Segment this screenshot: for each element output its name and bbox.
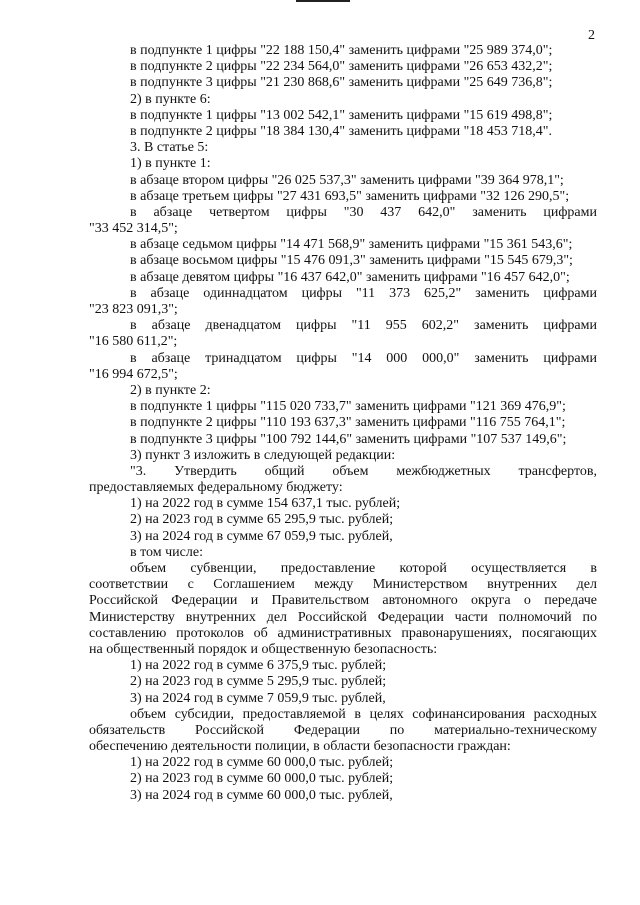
text-line: в том числе: bbox=[130, 544, 203, 560]
text-line: 2) в пункте 6: bbox=[130, 91, 211, 107]
text-line: 3. В статье 5: bbox=[130, 140, 209, 156]
text-line: обязательств Российской Федерации по материально-техническому bbox=[89, 722, 597, 738]
text-line: 1) на 2022 год в сумме 6 375,9 тыс. рублей; bbox=[130, 658, 387, 674]
text-line: 1) на 2022 год в сумме 60 000,0 тыс. рублей; bbox=[130, 755, 394, 771]
page-number: 2 bbox=[588, 28, 595, 43]
text-line: Российской Федерации и Правительством автономного округа о передаче bbox=[89, 593, 597, 609]
text-line: в подпункте 2 цифры "22 234 564,0" заменить цифрами "26 653 432,2"; bbox=[130, 59, 553, 75]
text-line: 3) пункт 3 изложить в следующей редакции: bbox=[130, 447, 396, 463]
text-line: 1) на 2022 год в сумме 154 637,1 тыс. рублей; bbox=[130, 496, 401, 512]
text-line: в подпункте 1 цифры "13 002 542,1" заменить цифрами "15 619 498,8"; bbox=[130, 107, 553, 123]
text-line: в подпункте 1 цифры "22 188 150,4" заменить цифрами "25 989 374,0"; bbox=[130, 43, 553, 58]
text-line: на общественный порядок и общественную безопасность: bbox=[89, 641, 438, 657]
text-line: в абзаце девятом цифры "16 437 642,0" заменить цифрами "16 457 642,0"; bbox=[130, 269, 570, 285]
text-line: 3) на 2024 год в сумме 60 000,0 тыс. рублей, bbox=[130, 787, 393, 803]
text-line: в абзаце тринадцатом цифры "14 000 000,0" заменить цифрами bbox=[130, 350, 597, 366]
text-line: составлению протоколов об административных правонарушениях, посягающих bbox=[89, 625, 597, 641]
text-line: 2) на 2023 год в сумме 60 000,0 тыс. рублей; bbox=[130, 771, 394, 787]
text-line: "16 994 672,5"; bbox=[89, 366, 178, 382]
document-body bbox=[89, 43, 597, 804]
text-line: предоставляемых федеральному бюджету: bbox=[89, 480, 343, 496]
text-line: объем субсидии, предоставляемой в целях софинансирования расходных bbox=[130, 706, 597, 722]
text-line: 1) в пункте 1: bbox=[130, 156, 211, 172]
text-line: в абзаце четвертом цифры "30 437 642,0" заменить цифрами bbox=[130, 204, 597, 220]
text-line: 3) на 2024 год в сумме 67 059,9 тыс. рублей, bbox=[130, 528, 393, 544]
text-line: "3. Утвердить общий объем межбюджетных трансфертов, bbox=[130, 463, 597, 479]
text-line: "33 452 314,5"; bbox=[89, 221, 178, 237]
text-line: 2) на 2023 год в сумме 65 295,9 тыс. рублей; bbox=[130, 512, 394, 528]
text-line: в подпункте 2 цифры "110 193 637,3" заменить цифрами "116 755 764,1"; bbox=[130, 415, 566, 431]
text-line: в абзаце седьмом цифры "14 471 568,9" заменить цифрами "15 361 543,6"; bbox=[130, 237, 573, 253]
text-line: в подпункте 3 цифры "100 792 144,6" заменить цифрами "107 537 149,6"; bbox=[130, 431, 567, 447]
text-line: в абзаце восьмом цифры "15 476 091,3" заменить цифрами "15 545 679,3"; bbox=[130, 253, 573, 269]
text-line: в абзаце одиннадцатом цифры "11 373 625,2" заменить цифрами bbox=[130, 285, 597, 301]
text-line: в подпункте 2 цифры "18 384 130,4" заменить цифрами "18 453 718,4". bbox=[130, 123, 553, 139]
text-line: 3) на 2024 год в сумме 7 059,9 тыс. рублей, bbox=[130, 690, 386, 706]
top-rule bbox=[296, 0, 350, 2]
text-line: 2) на 2023 год в сумме 5 295,9 тыс. рублей; bbox=[130, 674, 387, 690]
text-line: Министерству внутренних дел Российской Федерации части полномочий по bbox=[89, 609, 597, 625]
text-line: в абзаце втором цифры "26 025 537,3" заменить цифрами "39 364 978,1"; bbox=[130, 172, 564, 188]
text-line: объем субвенции, предоставление которой осуществляется в bbox=[130, 561, 597, 576]
text-line: "16 580 611,2"; bbox=[89, 334, 178, 350]
text-line: в подпункте 1 цифры "115 020 733,7" заменить цифрами "121 369 476,9"; bbox=[130, 399, 566, 415]
text-line: в подпункте 3 цифры "21 230 868,6" заменить цифрами "25 649 736,8"; bbox=[130, 75, 553, 91]
text-line: "23 823 091,3"; bbox=[89, 302, 178, 317]
text-line: соответствии с Соглашением между Министерством внутренних дел bbox=[89, 577, 597, 593]
text-line: в абзаце двенадцатом цифры "11 955 602,2" заменить цифрами bbox=[130, 318, 597, 334]
text-line: обеспечению деятельности полиции, в области безопасности граждан: bbox=[89, 739, 511, 755]
text-line: в абзаце третьем цифры "27 431 693,5" заменить цифрами "32 126 290,5"; bbox=[130, 188, 570, 204]
text-line: 2) в пункте 2: bbox=[130, 382, 211, 398]
